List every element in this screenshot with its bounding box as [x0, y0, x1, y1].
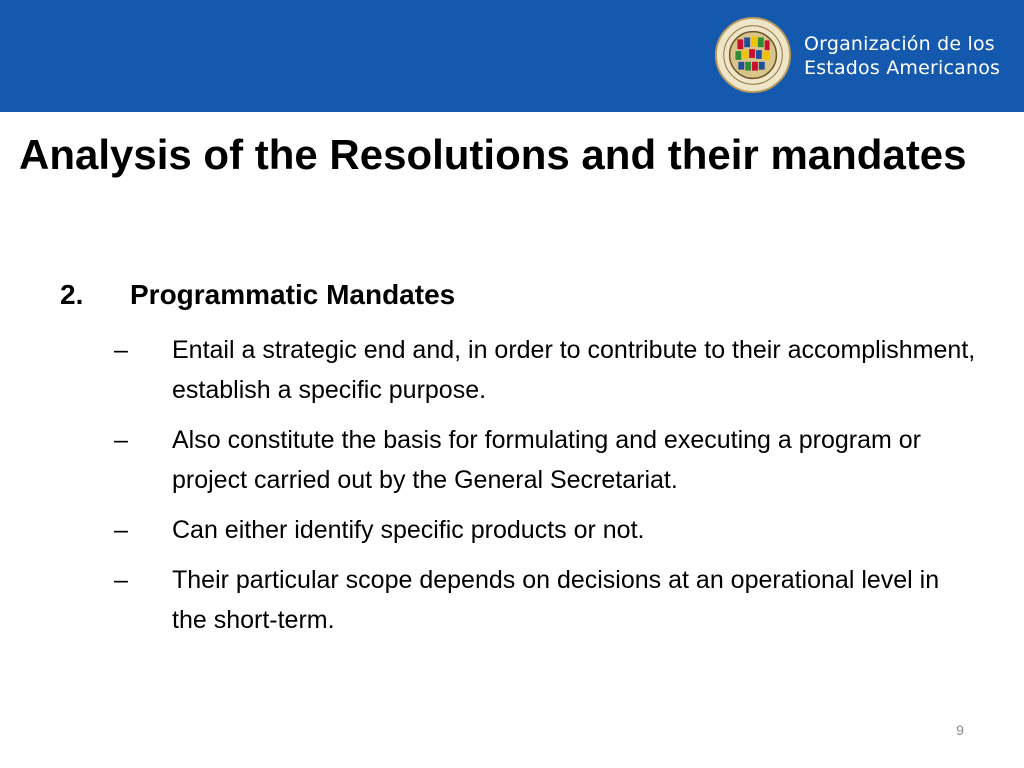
- oas-seal-logo: [714, 16, 792, 94]
- bullet-item: [108, 420, 978, 500]
- bullet-item: [108, 330, 978, 410]
- org-name-line1: Organización de los: [804, 33, 995, 55]
- bullet-item: [108, 560, 978, 640]
- bullet-marker: –: [114, 516, 128, 544]
- bullet-item: [108, 510, 978, 550]
- bullet-marker: –: [114, 336, 128, 364]
- section-heading: [60, 276, 980, 314]
- bullet-marker: –: [114, 566, 128, 594]
- org-name-line2: Estados Americanos: [804, 57, 1001, 79]
- page-number: 9: [956, 722, 964, 738]
- bullet-text: Entail a strategic end and, in order to contribute to their accomplishment, establish a specific purpose.: [172, 336, 976, 404]
- bullet-marker: –: [114, 426, 128, 454]
- section-number: 2.: [60, 279, 84, 310]
- bullet-text: Their particular scope depends on decisions at an operational level in the short-term.: [172, 566, 940, 634]
- slide-title: Analysis of the Resolutions and their mandates: [19, 131, 967, 178]
- bullet-text: Also constitute the basis for formulating and executing a program or project carried out by the General Secretariat.: [172, 426, 922, 494]
- section-title: Programmatic Mandates: [130, 279, 456, 310]
- bullet-text: Can either identify specific products or not.: [172, 516, 645, 544]
- bullet-list: [108, 330, 978, 650]
- header-band: [0, 0, 1024, 112]
- org-name: [804, 32, 1000, 80]
